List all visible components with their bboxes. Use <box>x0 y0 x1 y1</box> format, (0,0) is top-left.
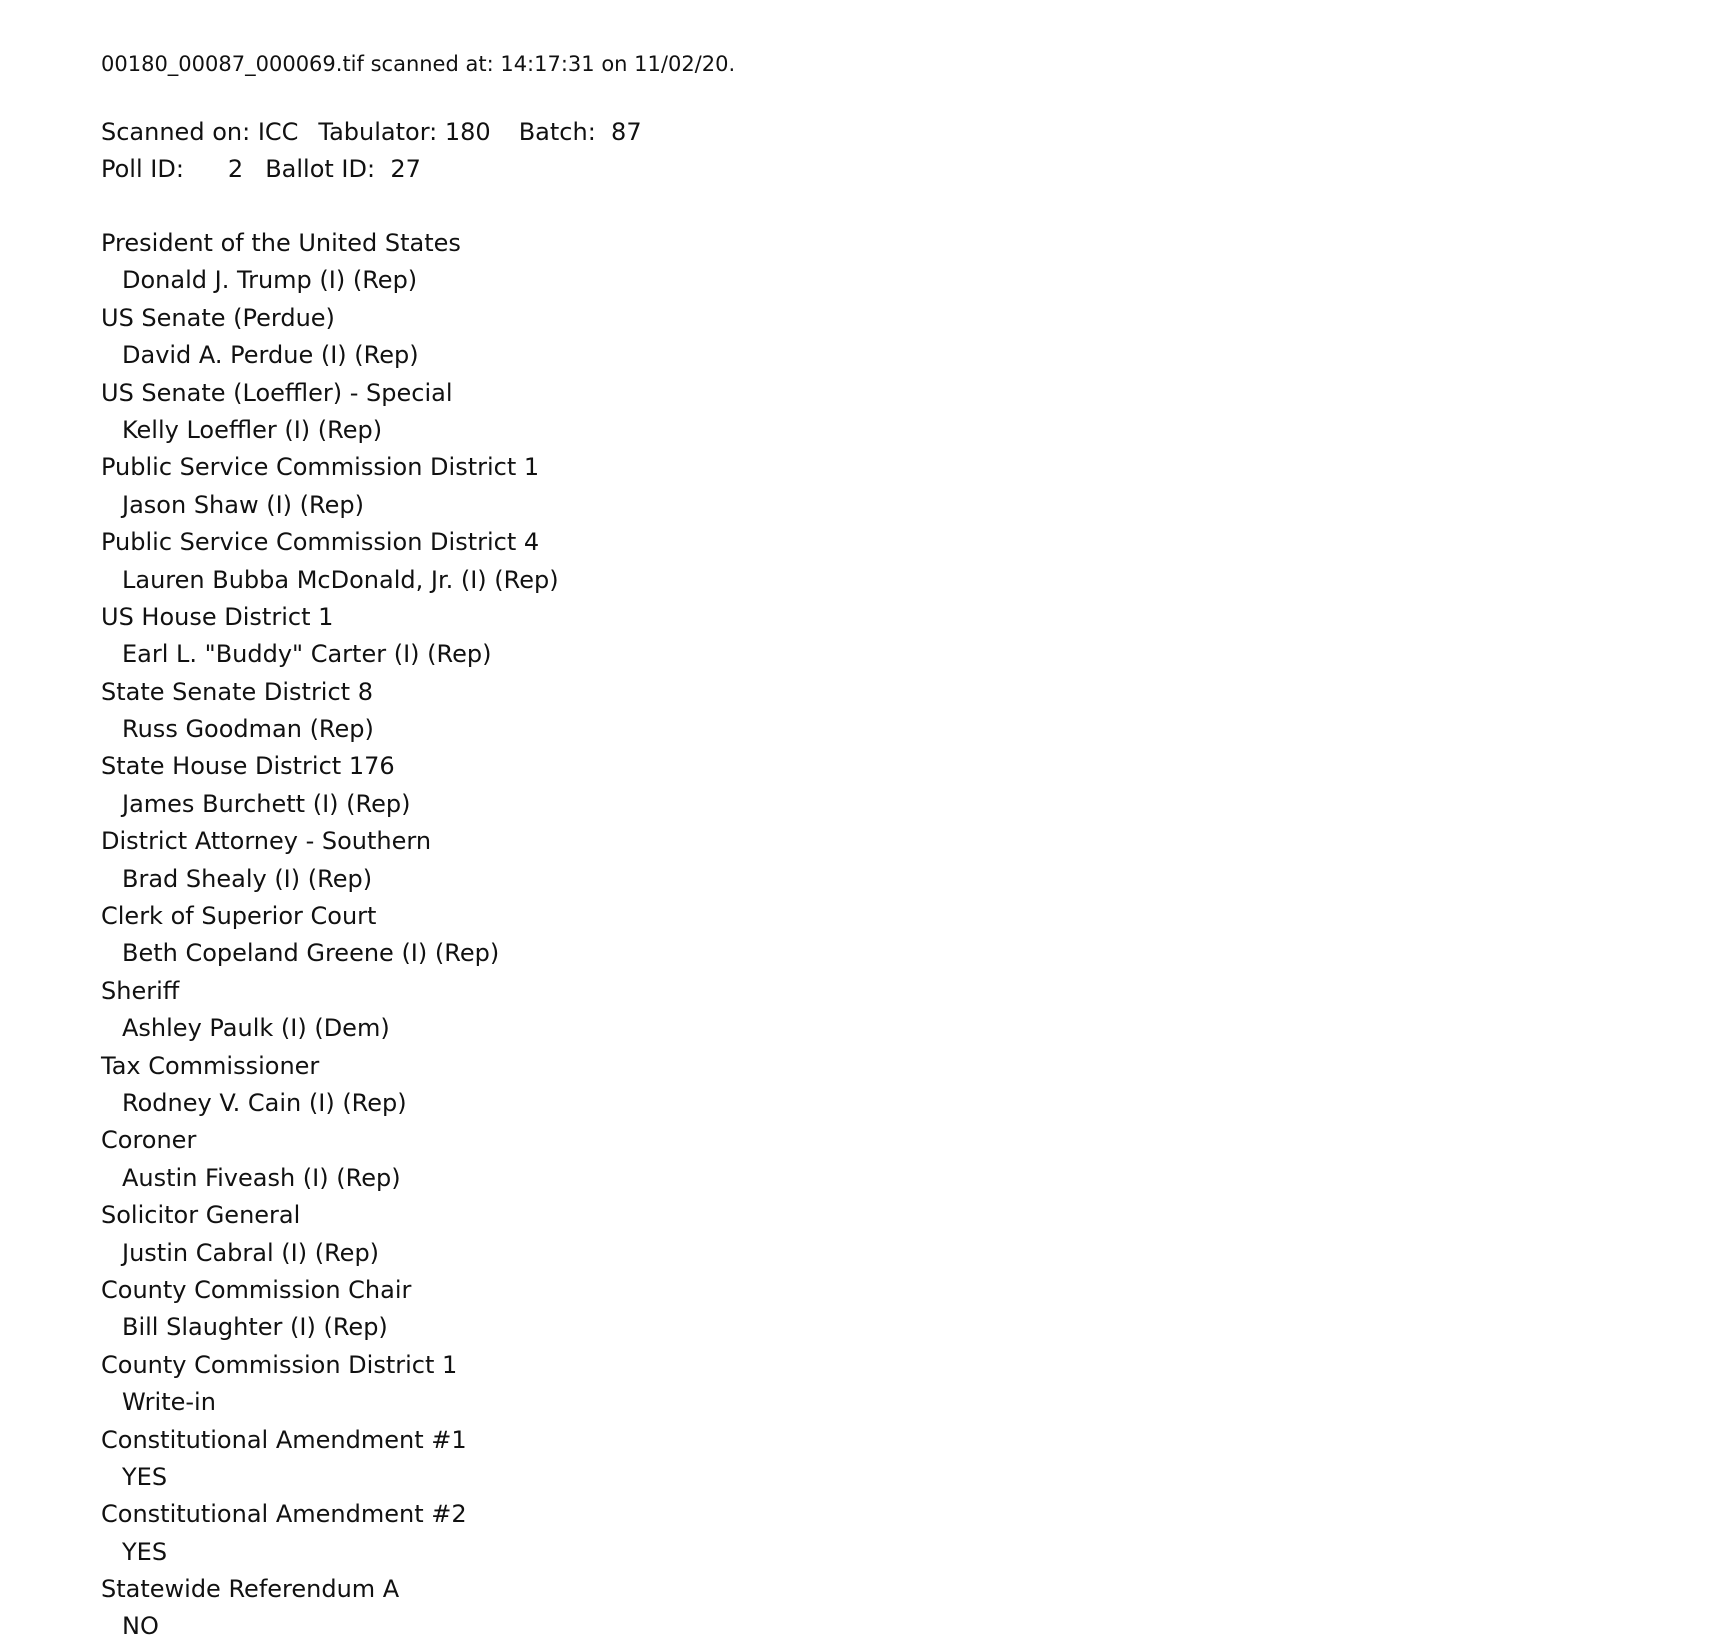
race-choice: Austin Fiveash (I) (Rep) <box>122 1163 401 1192</box>
race-title: US House District 1 <box>101 602 334 631</box>
ballot-image-page <box>101 0 1661 1648</box>
scan-metadata-row-2 <box>101 151 642 188</box>
ballot-id-label: Ballot ID: <box>265 155 376 183</box>
race-title: County Commission District 1 <box>101 1350 458 1379</box>
race-choice: Lauren Bubba McDonald, Jr. (I) (Rep) <box>122 565 559 594</box>
race-title: State Senate District 8 <box>101 677 373 706</box>
ballot-id-value: 27 <box>390 155 421 183</box>
race-choice: Kelly Loeffler (I) (Rep) <box>122 415 383 444</box>
race-title: President of the United States <box>101 229 461 257</box>
race-title: Public Service Commission District 1 <box>101 453 540 482</box>
race-title: Public Service Commission District 4 <box>101 528 540 557</box>
race-choice: Russ Goodman (Rep) <box>122 715 374 744</box>
race-choice: Ashley Paulk (I) (Dem) <box>122 1014 390 1043</box>
race-title: Solicitor General <box>101 1201 301 1230</box>
race-choice: Bill Slaughter (I) (Rep) <box>122 1313 388 1342</box>
race-choice: Rodney V. Cain (I) (Rep) <box>122 1088 407 1117</box>
batch-label: Batch: <box>518 118 596 146</box>
race-choice: Write-in <box>122 1388 216 1417</box>
race-list <box>101 225 559 1646</box>
race-title: Constitutional Amendment #2 <box>101 1500 467 1529</box>
race-title: Statewide Referendum A <box>101 1575 400 1604</box>
race-title: US Senate (Perdue) <box>101 303 335 332</box>
scan-info-line: 00180_00087_000069.tif scanned at: 14:17:31 on 11/02/20. <box>101 52 736 76</box>
race-choice: Brad Shealy (I) (Rep) <box>122 864 373 893</box>
race-title: Tax Commissioner <box>101 1051 320 1080</box>
scan-metadata <box>101 114 642 188</box>
scanned-on-label: Scanned on: <box>101 118 251 146</box>
race-title: Sheriff <box>101 976 180 1005</box>
scanned-on-value: ICC <box>257 118 299 146</box>
race-choice: Justin Cabral (I) (Rep) <box>122 1238 380 1267</box>
poll-id-label: Poll ID: <box>101 155 184 183</box>
poll-id-value: 2 <box>227 155 244 183</box>
race-choice: Beth Copeland Greene (I) (Rep) <box>122 939 500 968</box>
race-choice: David A. Perdue (I) (Rep) <box>122 341 419 370</box>
race-choice: Jason Shaw (I) (Rep) <box>122 490 364 519</box>
scan-metadata-row-1 <box>101 114 642 151</box>
race-title: Coroner <box>101 1126 197 1155</box>
race-title: Clerk of Superior Court <box>101 902 377 931</box>
race-choice: YES <box>122 1462 168 1491</box>
race-choice: Earl L. "Buddy" Carter (I) (Rep) <box>122 640 492 669</box>
race-choice: NO <box>122 1612 159 1641</box>
tabulator-label: Tabulator: <box>318 118 438 146</box>
race-title: Constitutional Amendment #1 <box>101 1425 467 1454</box>
race-choice: YES <box>122 1537 168 1566</box>
batch-value: 87 <box>611 118 642 146</box>
race-title: District Attorney - Southern <box>101 827 432 856</box>
race-choice: James Burchett (I) (Rep) <box>122 789 411 818</box>
tabulator-value: 180 <box>444 118 491 146</box>
race-title: County Commission Chair <box>101 1275 412 1304</box>
race-title: US Senate (Loeffler) - Special <box>101 378 453 407</box>
race-choice: Donald J. Trump (I) (Rep) <box>122 266 418 295</box>
race-title: State House District 176 <box>101 752 395 781</box>
